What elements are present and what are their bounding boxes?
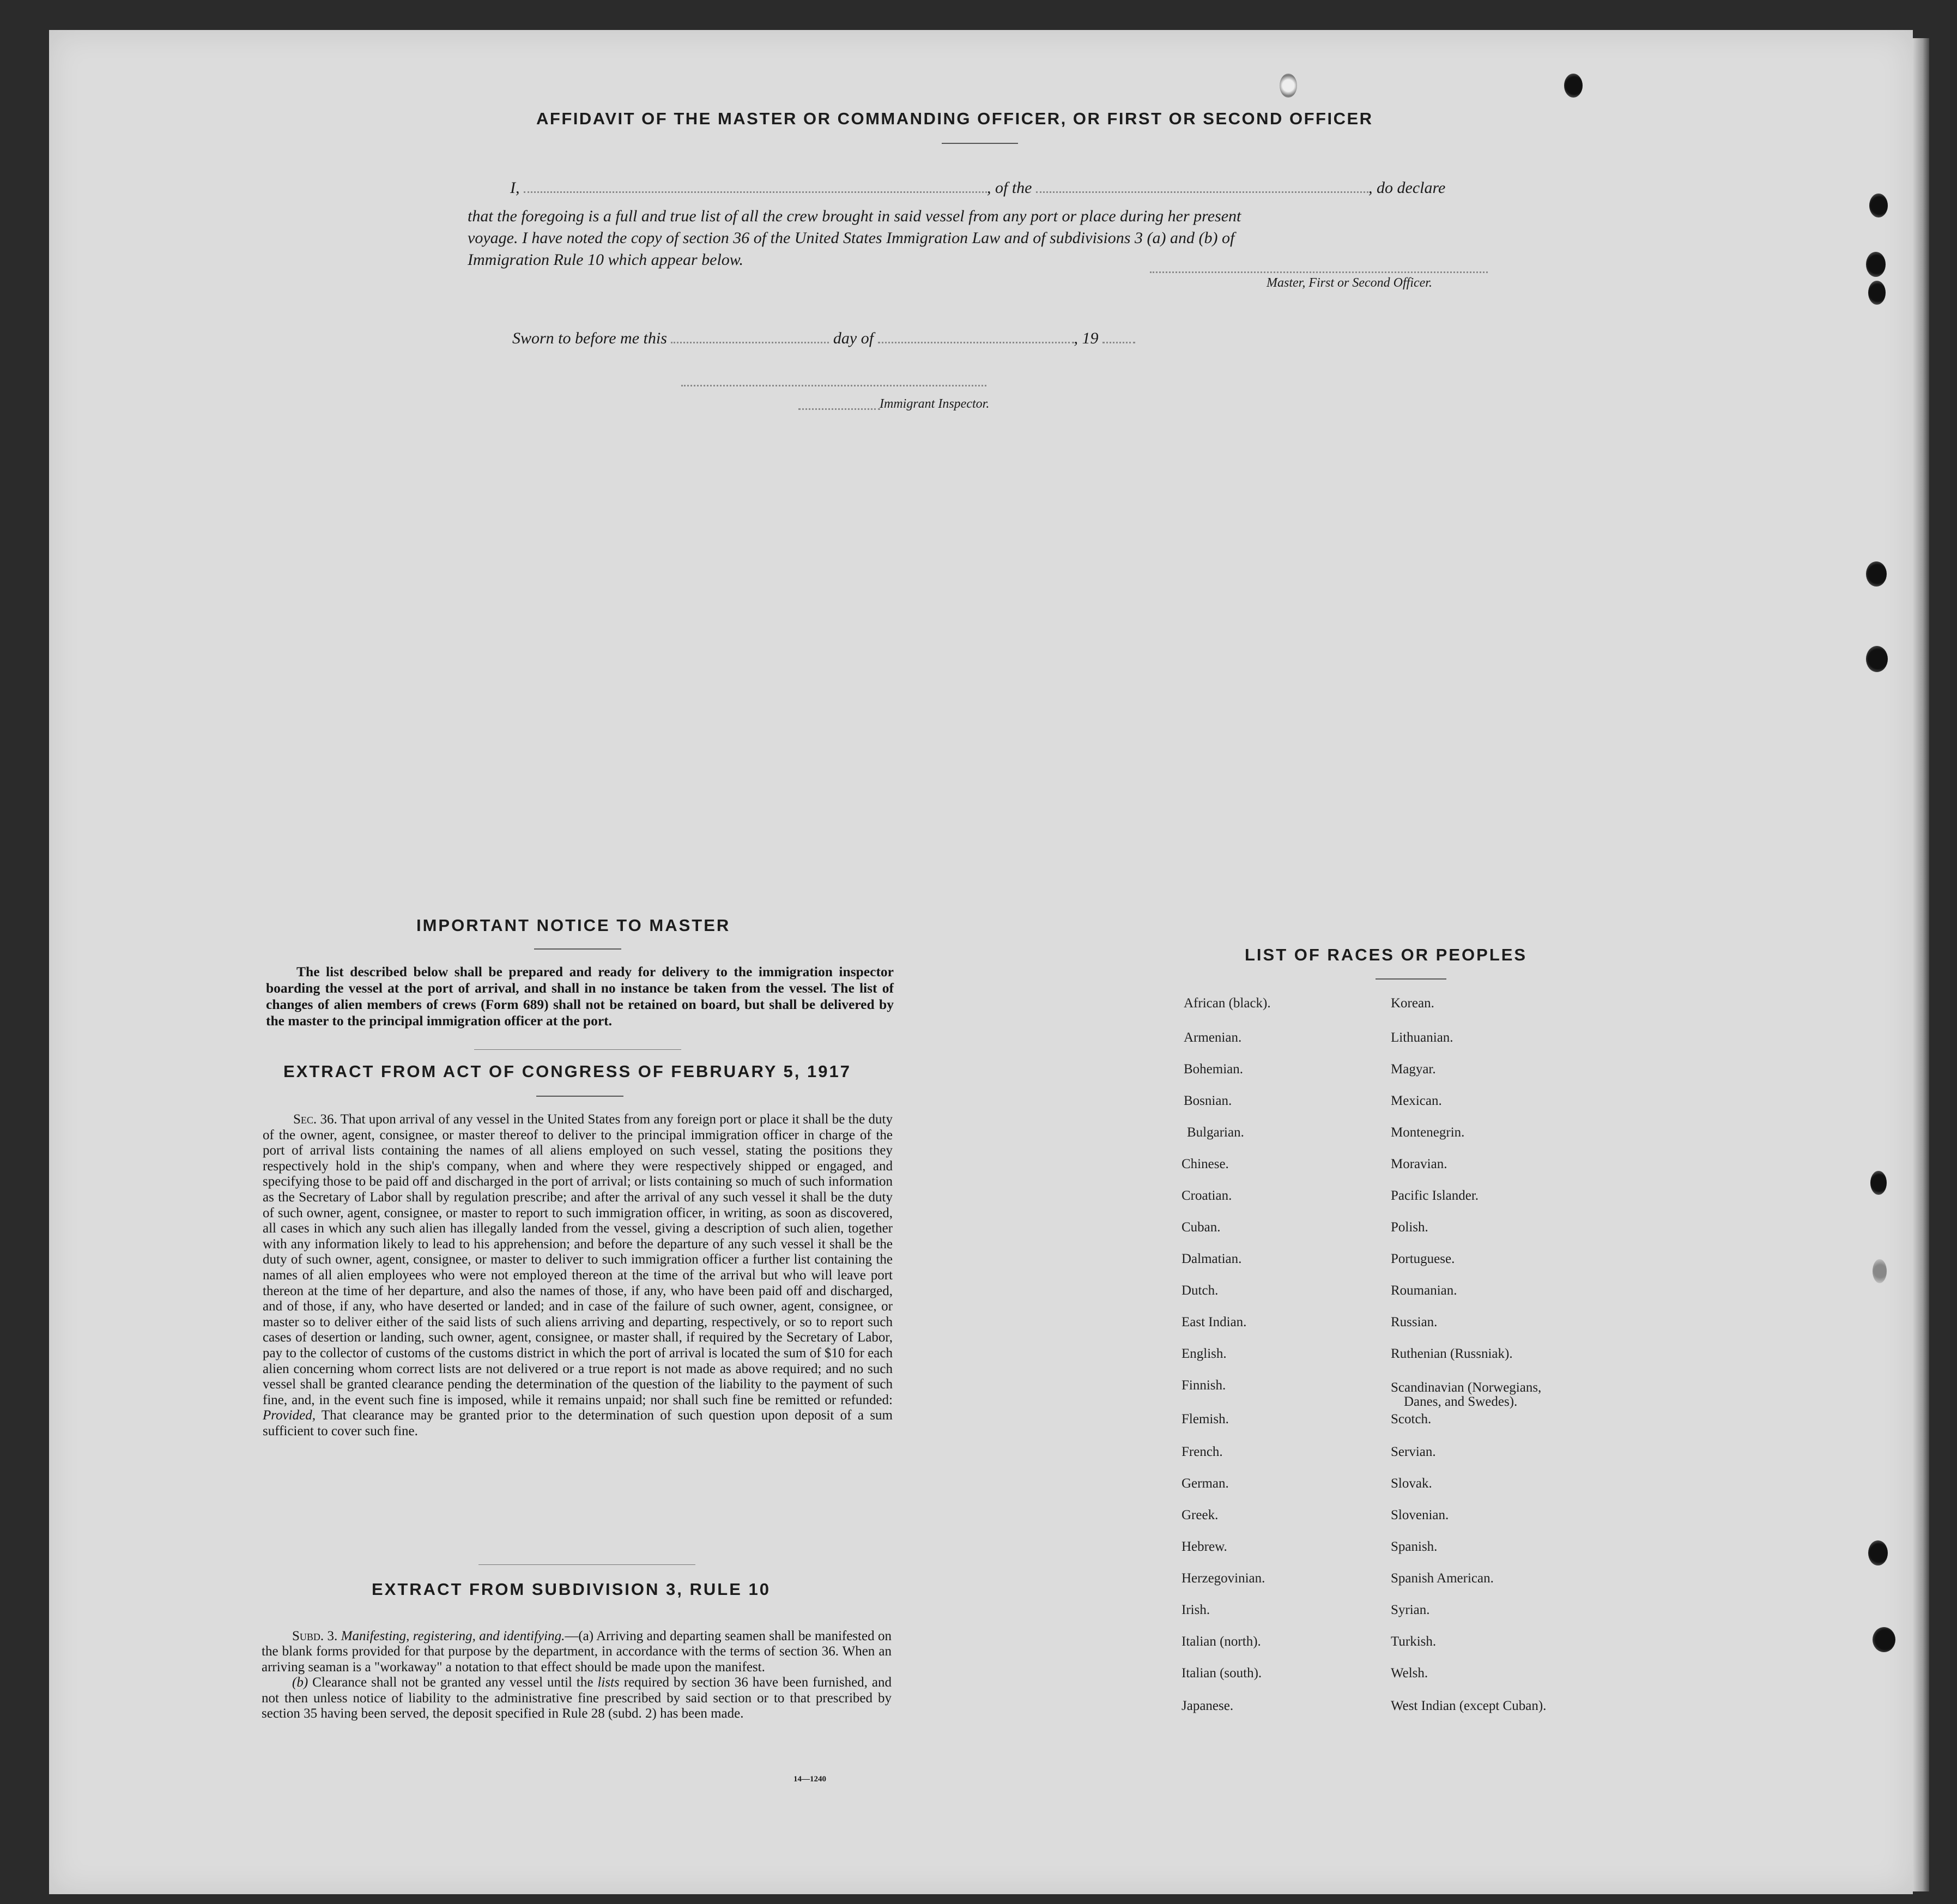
race-item: Syrian. xyxy=(1391,1603,1430,1617)
form-number: 14—1240 xyxy=(793,1775,826,1784)
race-item: Hebrew. xyxy=(1182,1539,1227,1554)
affidavit-line-3: voyage. I have noted the copy of section 36 of the United States Immigration Law and of subdivisions 3 (a) and (b) of xyxy=(468,229,1235,247)
punch-hole xyxy=(1866,252,1886,277)
divider xyxy=(536,1096,623,1097)
race-item: Magyar. xyxy=(1391,1062,1436,1077)
month-blank xyxy=(878,342,1074,343)
race-item: Japanese. xyxy=(1182,1699,1234,1713)
notice-title: IMPORTANT NOTICE TO MASTER xyxy=(416,916,731,935)
act-paragraph: That upon arrival of any vessel in the United States from any foreign port or place it shall be the duty of the owner, agent, consignee, or master thereof to deliver to the principal immigration officer in charge of the port of arrival lists containing the names of all aliens employed on such vessel, stating the positions they respectively hold in the ship's company, when and where they were respectively shipped or engaged, and specifying those to be paid off and discharged in the port of arrival; or lists containing so much of such information as the Secretary of Labor shall by regulation prescribe; and after the arrival of any such vessel it shall be the duty of such owner, agent, consignee, or master to report to such immigration officer, in writing, as soon as discovered, all cases in which any such alien has illegally landed from the vessel, giving a description of such alien, together with any information likely to lead to his apprehension; and before the departure of any such vessel it shall be the duty of such owner, agent, consignee, or master to deliver to such immigration officer a further list containing the names of all alien employees who were not employed thereon at the time of the arrival but who will leave port thereon at the time of her departure, and also the names of those, if any, who have been paid off and discharged, and of those, if any, who have deserted or landed; and in case of the failure of such owner, agent, consignee, or master so to deliver either of the said lists of such aliens arriving and departing, respectively, or so to report such cases of desertion or landing, such owner, agent, consignee, or master shall, if required by the Secretary of Labor, pay to the collector of customs of the customs district in which the port of arrival is located the sum of $10 for each alien concerning whom correct lists are not delivered or a true report is not made as above required; and no such vessel shall be granted clearance pending the determination of the question of the liability to the payment of such fine, and, in the event such fine is imposed, while it remains unpaid; nor shall such fine be remitted or refunded: xyxy=(263,1112,893,1407)
race-item: Italian (south). xyxy=(1182,1666,1262,1681)
rule-para-b-2: required by section 36 have been furnished, and not then unless notice of liability to the administrative fine prescribed by said section or to that prescribed by section 35 having been served, the deposit specified in Rule 28 (subd. 2) has been made. xyxy=(262,1675,892,1721)
rule-para-b-lists: lists xyxy=(597,1675,620,1690)
divider xyxy=(534,948,621,950)
race-item: Korean. xyxy=(1391,996,1434,1011)
race-item: Spanish. xyxy=(1391,1539,1438,1554)
race-item: German. xyxy=(1182,1476,1229,1491)
rule-subd-label: Subd. 3. xyxy=(292,1629,338,1643)
race-item: Armenian. xyxy=(1184,1030,1242,1045)
vessel-blank xyxy=(1036,191,1368,193)
race-item: Mexican. xyxy=(1391,1093,1442,1108)
divider xyxy=(474,1049,681,1050)
rule-para-b-1: Clearance shall not be granted any vessel until the xyxy=(312,1675,593,1690)
divider xyxy=(478,1564,695,1565)
race-item: English. xyxy=(1182,1346,1227,1361)
divider xyxy=(1376,978,1446,980)
punch-hole xyxy=(1868,281,1886,305)
punch-hole xyxy=(1280,74,1297,98)
race-item: Chinese. xyxy=(1182,1157,1229,1171)
punch-hole xyxy=(1869,194,1888,217)
race-item: Cuban. xyxy=(1182,1220,1221,1235)
rule-a-marker: —(a) xyxy=(565,1629,594,1643)
race-item: Greek. xyxy=(1182,1508,1219,1522)
inspector-caption: Immigrant Inspector. xyxy=(880,397,990,411)
race-item: Bohemian. xyxy=(1184,1062,1244,1077)
name-blank xyxy=(524,191,987,193)
race-item: Ruthenian (Russniak). xyxy=(1391,1346,1513,1361)
punch-hole xyxy=(1564,74,1583,98)
race-item: Dutch. xyxy=(1182,1283,1219,1298)
race-item: Portuguese. xyxy=(1391,1252,1455,1266)
race-item: Herzegovinian. xyxy=(1182,1571,1265,1586)
act-provided-text: That clearance may be granted prior to the determination of such question upon deposit of a sum sufficient to cover such fine. xyxy=(263,1408,893,1438)
year-blank xyxy=(1102,342,1135,343)
sworn-year: , 19 xyxy=(1074,329,1099,347)
race-item: French. xyxy=(1182,1444,1223,1459)
race-item: Slovenian. xyxy=(1391,1508,1449,1522)
race-item: Irish. xyxy=(1182,1603,1210,1617)
race-item: Montenegrin. xyxy=(1391,1125,1465,1140)
affidavit-title: AFFIDAVIT OF THE MASTER OR COMMANDING OFFICER, OR FIRST OR SECOND OFFICER xyxy=(536,109,1373,128)
race-item: Bulgarian. xyxy=(1187,1125,1244,1140)
signature-line xyxy=(1150,261,1488,273)
rule-title: EXTRACT FROM SUBDIVISION 3, RULE 10 xyxy=(372,1580,771,1599)
race-item: Danes, and Swedes). xyxy=(1404,1394,1518,1409)
notice-text xyxy=(266,964,894,1029)
sworn-line xyxy=(512,329,1135,348)
race-item: Russian. xyxy=(1391,1315,1438,1329)
race-item: Polish. xyxy=(1391,1220,1428,1235)
affidavit-of-the: , of the xyxy=(987,179,1032,197)
rule-b-marker: (b) xyxy=(292,1675,308,1690)
punch-hole xyxy=(1873,1259,1887,1283)
race-item: Italian (north). xyxy=(1182,1634,1261,1649)
rule-text xyxy=(262,1629,892,1721)
punch-hole xyxy=(1870,1171,1887,1195)
affidavit-declare: , do declare xyxy=(1368,179,1446,197)
race-item: West Indian (except Cuban). xyxy=(1391,1699,1547,1713)
punch-hole xyxy=(1866,646,1888,672)
affidavit-i: I, xyxy=(510,179,520,197)
day-blank xyxy=(671,342,829,343)
race-item: Dalmatian. xyxy=(1182,1252,1242,1266)
document-page xyxy=(49,30,1913,1894)
race-item: Lithuanian. xyxy=(1391,1030,1453,1045)
race-item: Flemish. xyxy=(1182,1412,1229,1427)
punch-hole xyxy=(1868,1540,1888,1565)
punch-hole xyxy=(1873,1627,1895,1652)
affidavit-line-1 xyxy=(510,179,1445,197)
race-item: Turkish. xyxy=(1391,1634,1437,1649)
race-item: Croatian. xyxy=(1182,1188,1232,1203)
race-item: Welsh. xyxy=(1391,1666,1428,1681)
notice-paragraph: The list described below shall be prepared and ready for delivery to the immigration inspector boarding the vessel at the port of arrival, and shall in no instance be taken from the vessel. The list of changes of alien members of crews (Form 689) shall not be retained on board, but shall be delivered by the master to the principal immigration officer at the port. xyxy=(266,964,894,1029)
race-item: Slovak. xyxy=(1391,1476,1432,1491)
affidavit-line-2: that the foregoing is a full and true list of all the crew brought in said vessel from any port or place during her present xyxy=(468,207,1241,225)
rule-para-a: Arriving and departing seamen shall be manifested on the blank forms provided for that purpose by the department, in accordance with the terms of section 36. When an arriving seaman is a "workaway" a notation to that effect should be made upon the manifest. xyxy=(262,1629,892,1675)
punch-hole xyxy=(1866,561,1887,587)
race-item: Scandinavian (Norwegians, xyxy=(1391,1380,1542,1395)
race-item: Finnish. xyxy=(1182,1378,1226,1393)
sworn-prefix: Sworn to before me this xyxy=(512,329,667,347)
race-item: East Indian. xyxy=(1182,1315,1247,1329)
act-section-label: Sec. 36. xyxy=(293,1112,337,1127)
race-item: Bosnian. xyxy=(1184,1093,1232,1108)
signature-caption: Master, First or Second Officer. xyxy=(1267,276,1432,290)
race-item: African (black). xyxy=(1184,996,1271,1011)
race-item: Roumanian. xyxy=(1391,1283,1457,1298)
sworn-day-of: day of xyxy=(833,329,874,347)
inspector-signature-line-2 xyxy=(798,401,880,410)
inspector-signature-line xyxy=(681,376,986,386)
divider xyxy=(942,143,1018,144)
act-text xyxy=(263,1112,893,1439)
races-title: LIST OF RACES OR PEOPLES xyxy=(1245,945,1528,964)
affidavit-line-4: Immigration Rule 10 which appear below. xyxy=(468,251,744,269)
race-item: Pacific Islander. xyxy=(1391,1188,1479,1203)
race-item: Scotch. xyxy=(1391,1412,1432,1427)
act-provided: Provided, xyxy=(263,1408,316,1423)
page-edge xyxy=(1913,38,1929,1891)
rule-subd-title: Manifesting, registering, and identifying. xyxy=(341,1629,565,1643)
act-title: EXTRACT FROM ACT OF CONGRESS OF FEBRUARY 5, 1917 xyxy=(283,1062,851,1081)
race-item: Servian. xyxy=(1391,1444,1436,1459)
race-item: Spanish American. xyxy=(1391,1571,1494,1586)
race-item: Moravian. xyxy=(1391,1157,1447,1171)
